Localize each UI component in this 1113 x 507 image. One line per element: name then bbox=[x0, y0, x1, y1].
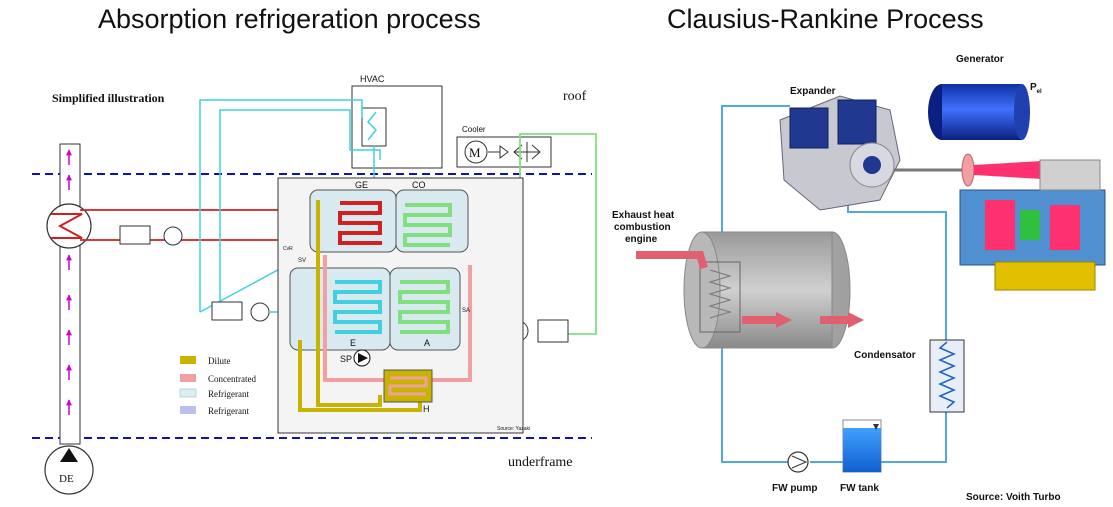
legend-swatch-dilute bbox=[180, 356, 196, 364]
sp-label: SP bbox=[340, 354, 353, 364]
pump-icon-2 bbox=[251, 303, 269, 321]
pump-icon bbox=[164, 227, 182, 245]
generator-body bbox=[942, 84, 1022, 140]
condensator-label: Condensator bbox=[854, 350, 916, 361]
hvac-label: HVAC bbox=[360, 74, 385, 84]
a-label: A bbox=[424, 338, 431, 348]
legend bbox=[180, 356, 256, 416]
exhaust-label-2: combustion bbox=[614, 222, 671, 233]
right-title: Clausius-Rankine Process bbox=[667, 4, 984, 34]
cylinder-front bbox=[684, 232, 720, 348]
cooler-motor-label: M bbox=[469, 145, 481, 160]
roof-label: roof bbox=[563, 89, 587, 104]
legend-swatch-refrigerant-2 bbox=[180, 406, 196, 414]
source-right: Source: Voith Turbo bbox=[966, 492, 1061, 503]
pel-main: P bbox=[1030, 82, 1037, 93]
expansion-tank-3 bbox=[538, 320, 568, 342]
expander-icon bbox=[780, 96, 900, 210]
working-fluid-line-right bbox=[848, 190, 946, 340]
cvr-label: CvR bbox=[283, 246, 293, 252]
expander-label: Expander bbox=[790, 86, 836, 97]
co-label: CO bbox=[412, 180, 426, 190]
absorption-diagram bbox=[32, 74, 596, 494]
fw-tank-label: FW tank bbox=[840, 483, 879, 494]
fw-pump-label: FW pump bbox=[772, 483, 818, 494]
expansion-tank-2 bbox=[212, 302, 242, 320]
heat-exchanger-cylinder bbox=[702, 232, 832, 348]
legend-swatch-refrigerant-1 bbox=[180, 389, 196, 397]
fw-tank-water bbox=[843, 428, 881, 472]
legend-label-dilute: Dilute bbox=[208, 356, 231, 366]
pel-sub: el bbox=[1036, 89, 1042, 95]
e-label: E bbox=[350, 338, 357, 348]
pel-label bbox=[1030, 82, 1042, 95]
tank-to-condensator-line bbox=[880, 412, 946, 462]
exhaust-duct bbox=[60, 144, 80, 444]
source-left: Source: Yazaki bbox=[497, 426, 531, 432]
subtitle-label: Simplified illustration bbox=[52, 91, 165, 105]
legend-label-concentrated: Concentrated bbox=[208, 374, 256, 384]
sv-label: SV bbox=[298, 258, 307, 264]
rankine-diagram bbox=[612, 54, 1105, 503]
legend-label-refrigerant-1: Refrigerant bbox=[208, 389, 249, 399]
gearbox-icon bbox=[960, 160, 1105, 290]
exhaust-arrowhead-2 bbox=[848, 312, 864, 328]
coupling-icon bbox=[962, 154, 974, 186]
generator-label: Generator bbox=[956, 54, 1004, 65]
exhaust-label-3: engine bbox=[625, 234, 658, 245]
generator-front bbox=[1014, 84, 1030, 140]
legend-label-refrigerant-2: Refrigerant bbox=[208, 406, 249, 416]
left-title: Absorption refrigeration process bbox=[98, 4, 481, 34]
de-label: DE bbox=[59, 473, 74, 485]
sa-label: SA bbox=[462, 308, 471, 314]
legend-swatch-concentrated bbox=[180, 374, 196, 382]
expansion-tank bbox=[120, 226, 150, 244]
underframe-label: underframe bbox=[508, 455, 573, 470]
exhaust-label-1: Exhaust heat bbox=[612, 210, 675, 221]
ge-label: GE bbox=[355, 180, 369, 190]
cooler-label: Cooler bbox=[462, 125, 486, 134]
h-label: H bbox=[423, 404, 430, 414]
